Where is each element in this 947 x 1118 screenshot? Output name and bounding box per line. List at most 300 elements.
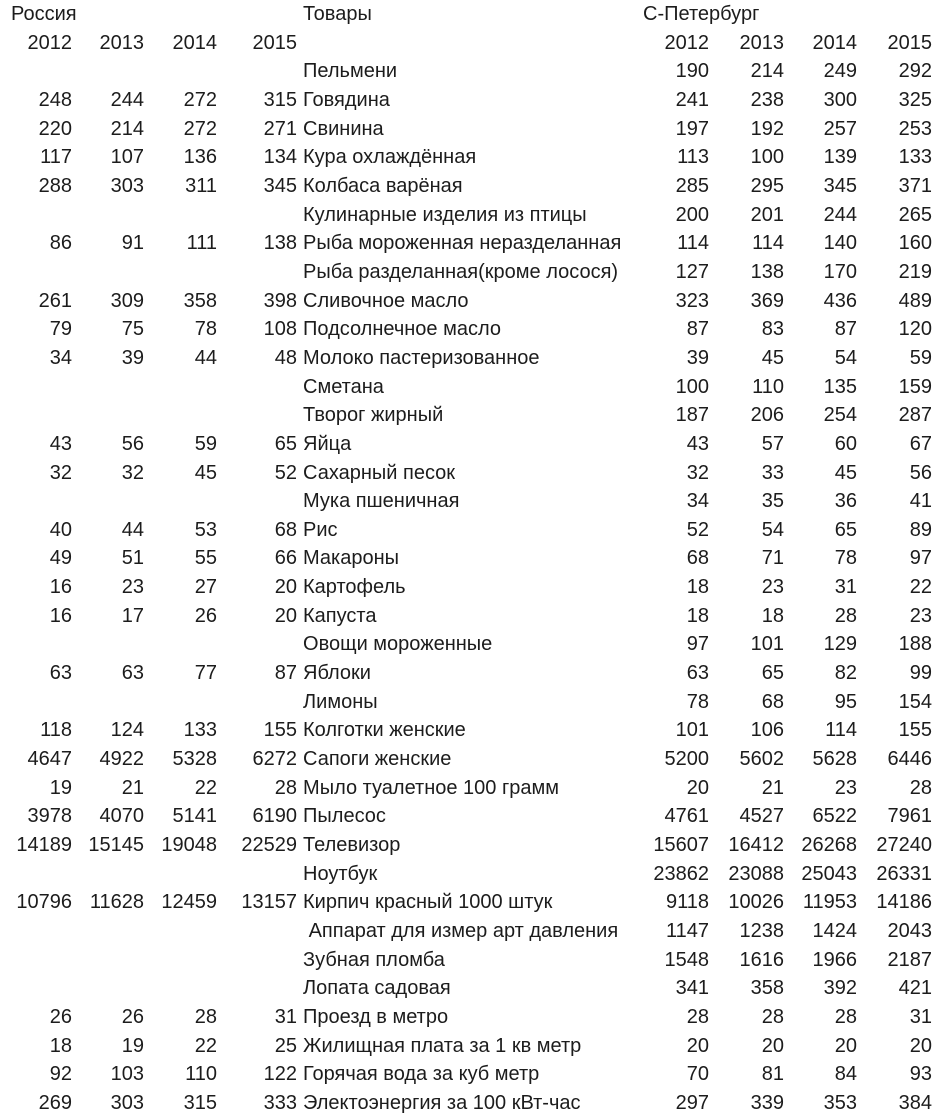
spb-value-cell: 110 (752, 375, 785, 398)
russia-value-cell: 25 (274, 1034, 298, 1057)
spb-value-cell: 54 (834, 346, 858, 369)
russia-value-cell (0, 57, 75, 86)
spb-value-cell: 23862 (653, 862, 710, 885)
product-name-cell: Говядина (303, 88, 390, 111)
spb-value-cell: 65 (761, 662, 785, 685)
russia-value-cell (147, 201, 220, 230)
russia-value-cell: 272 (183, 88, 217, 111)
table-row (0, 946, 947, 975)
spb-value-cell: 219 (898, 260, 933, 283)
spb-value-cell: 139 (823, 146, 858, 169)
russia-value-cell (75, 630, 147, 659)
russia-value-cell: 12459 (161, 891, 217, 914)
spb-value-cell: 436 (823, 289, 858, 312)
spb-value-cell: 2043 (887, 920, 933, 942)
spb-value-cell: 35 (761, 490, 785, 513)
table-row (0, 516, 947, 545)
russia-value-cell: 303 (110, 1091, 144, 1114)
product-name-cell: Рис (303, 518, 338, 541)
spb-value-cell: 129 (823, 633, 858, 656)
table-row (0, 401, 947, 430)
table-row (0, 774, 947, 803)
russia-value-cell (220, 946, 300, 975)
russia-value-cell (0, 917, 75, 946)
region-label-spb: С-Петербург (643, 3, 760, 25)
russia-value-cell (147, 487, 220, 516)
spb-value-cell: 1238 (739, 920, 785, 942)
russia-value-cell (75, 373, 147, 402)
spb-value-cell: 1548 (664, 948, 710, 971)
russia-value-cell: 79 (49, 318, 72, 341)
russia-value-cell: 53 (194, 518, 217, 541)
russia-value-cell: 49 (49, 547, 72, 570)
russia-value-cell: 22 (194, 776, 217, 799)
russia-value-cell (0, 401, 75, 430)
spb-value-cell: 323 (675, 289, 710, 312)
spb-value-cell: 23 (909, 604, 933, 627)
russia-value-cell: 118 (40, 719, 72, 742)
spb-value-cell: 16412 (728, 834, 785, 857)
spb-value-cell: 10026 (728, 891, 785, 914)
russia-value-cell: 19048 (161, 834, 217, 857)
product-name-cell: Ноутбук (303, 862, 378, 885)
russia-value-cell: 51 (121, 547, 144, 570)
product-name-cell: Пылесос (303, 805, 386, 828)
russia-value-cell: 122 (263, 1063, 298, 1086)
table-row (0, 115, 947, 144)
spb-value-cell: 358 (750, 977, 785, 1000)
russia-value-cell: 44 (194, 346, 217, 369)
products-column-header: Товары (303, 3, 372, 25)
product-name-cell: Проезд в метро (303, 1005, 449, 1028)
russia-value-cell: 43 (49, 432, 72, 455)
spb-year-header: 2013 (739, 31, 785, 54)
product-name-cell: Сметана (303, 375, 384, 398)
spb-value-cell: 101 (675, 719, 710, 742)
spb-value-cell: 187 (675, 404, 710, 427)
spb-value-cell: 253 (898, 117, 933, 140)
product-name-cell: Яблоки (303, 662, 371, 685)
table-row (0, 716, 947, 745)
spb-value-cell: 1424 (812, 920, 858, 942)
table-row (0, 229, 947, 258)
russia-value-cell: 59 (194, 432, 217, 455)
russia-value-cell (220, 917, 300, 946)
russia-value-cell: 44 (121, 518, 144, 541)
spb-value-cell: 127 (675, 260, 710, 283)
spb-value-cell: 9118 (666, 891, 710, 914)
russia-value-cell (0, 258, 75, 287)
spb-value-cell: 138 (750, 260, 785, 283)
spb-value-cell: 20 (761, 1034, 785, 1057)
product-name-cell: Макароны (303, 547, 400, 570)
russia-value-cell: 27 (194, 576, 217, 599)
russia-value-cell: 68 (274, 518, 298, 541)
russia-value-cell: 16 (49, 576, 72, 599)
spb-value-cell: 22 (909, 576, 933, 599)
spb-value-cell: 87 (834, 318, 858, 341)
russia-value-cell (75, 946, 147, 975)
russia-value-cell (0, 688, 75, 717)
spb-value-cell: 97 (909, 547, 933, 570)
russia-value-cell (0, 373, 75, 402)
spb-value-cell: 197 (675, 117, 710, 140)
spb-year-header: 2015 (887, 31, 933, 54)
russia-value-cell (220, 688, 300, 717)
russia-value-cell (75, 974, 147, 1003)
russia-value-cell: 28 (194, 1005, 217, 1028)
spb-value-cell: 135 (823, 375, 858, 398)
russia-value-cell: 3978 (27, 805, 72, 828)
table-row (0, 602, 947, 631)
spb-value-cell: 36 (834, 490, 858, 513)
russia-value-cell (147, 373, 220, 402)
russia-value-cell: 26 (194, 604, 217, 627)
spb-value-cell: 5200 (664, 748, 710, 771)
spb-value-cell: 241 (675, 88, 710, 111)
spb-value-cell: 6446 (887, 748, 933, 771)
russia-value-cell: 117 (40, 146, 72, 169)
russia-value-cell: 66 (274, 547, 298, 570)
russia-year-header: 2015 (252, 31, 298, 54)
table-row (0, 172, 947, 201)
spb-value-cell: 43 (686, 432, 710, 455)
russia-value-cell: 303 (110, 174, 144, 197)
spb-value-cell: 345 (823, 174, 858, 197)
spb-value-cell: 68 (686, 547, 710, 570)
spb-value-cell: 353 (823, 1091, 858, 1114)
russia-value-cell: 398 (263, 289, 298, 312)
russia-value-cell: 39 (121, 346, 144, 369)
russia-value-cell: 244 (110, 88, 144, 111)
russia-value-cell: 272 (183, 117, 217, 140)
russia-value-cell: 19 (121, 1034, 144, 1057)
spb-value-cell: 238 (750, 88, 785, 111)
russia-value-cell (0, 946, 75, 975)
spb-value-cell: 21 (761, 776, 785, 799)
spb-value-cell: 70 (686, 1063, 710, 1086)
table-row (0, 487, 947, 516)
spb-value-cell: 68 (761, 690, 785, 713)
product-name-cell: Рыба разделанная(кроме лосося) (303, 260, 619, 283)
product-name-cell: Молоко пастеризованное (303, 346, 540, 369)
russia-value-cell (75, 201, 147, 230)
table-row (0, 888, 947, 917)
product-name-cell: Рыба мороженная неразделанная (303, 232, 622, 255)
region-header-row (0, 0, 947, 29)
spb-value-cell: 84 (834, 1063, 858, 1086)
russia-value-cell (75, 401, 147, 430)
table-row (0, 258, 947, 287)
table-row (0, 630, 947, 659)
russia-value-cell: 288 (38, 174, 72, 197)
russia-value-cell (220, 487, 300, 516)
russia-value-cell: 15145 (88, 834, 144, 857)
russia-year-header: 2014 (172, 31, 217, 54)
russia-value-cell (75, 917, 147, 946)
russia-value-cell: 55 (194, 547, 217, 570)
russia-year-header: 2013 (99, 31, 144, 54)
spb-value-cell: 26268 (801, 834, 858, 857)
product-name-cell: Телевизор (303, 834, 401, 857)
table-row (0, 1089, 947, 1118)
table-row (0, 373, 947, 402)
russia-value-cell: 52 (274, 461, 298, 484)
table-row (0, 573, 947, 602)
spb-value-cell: 300 (823, 88, 858, 111)
russia-value-cell (220, 373, 300, 402)
spb-value-cell: 28 (909, 776, 933, 799)
table-body (0, 57, 947, 1117)
spb-value-cell: 325 (898, 88, 933, 111)
table-row (0, 143, 947, 172)
product-name-cell: Жилищная плата за 1 кв метр (303, 1034, 582, 1057)
spb-value-cell: 18 (686, 576, 710, 599)
russia-value-cell (75, 688, 147, 717)
product-name-cell: Картофель (303, 576, 406, 599)
table-row (0, 1060, 947, 1089)
russia-value-cell: 11628 (89, 891, 144, 914)
russia-value-cell (0, 201, 75, 230)
spb-value-cell: 5628 (812, 748, 858, 771)
spb-value-cell: 28 (686, 1005, 710, 1028)
spb-value-cell: 341 (675, 977, 710, 1000)
russia-value-cell (220, 630, 300, 659)
spb-value-cell: 45 (761, 346, 785, 369)
russia-value-cell: 358 (183, 289, 217, 312)
spb-value-cell: 170 (823, 260, 858, 283)
russia-value-cell: 111 (186, 232, 217, 255)
spb-value-cell: 133 (898, 146, 933, 169)
russia-value-cell: 315 (183, 1091, 217, 1114)
product-name-cell: Лопата садовая (303, 977, 451, 1000)
product-name-cell: Кулинарные изделия из птицы (303, 203, 587, 226)
russia-value-cell: 4070 (99, 805, 144, 828)
product-name-cell: Колготки женские (303, 719, 466, 742)
spb-value-cell: 392 (823, 977, 858, 1000)
table-row (0, 315, 947, 344)
spb-value-cell: 20 (909, 1034, 933, 1057)
products-header-spacer (300, 29, 634, 58)
spb-value-cell: 4527 (739, 805, 785, 828)
spb-value-cell: 297 (675, 1091, 710, 1114)
spb-value-cell: 114 (752, 232, 785, 255)
spb-value-cell: 20 (834, 1034, 858, 1057)
product-name-cell: Лимоны (303, 690, 378, 713)
table-row (0, 86, 947, 115)
spb-value-cell: 214 (750, 60, 785, 83)
spb-value-cell: 192 (750, 117, 785, 140)
spb-value-cell: 89 (909, 518, 933, 541)
russia-value-cell: 10796 (16, 891, 72, 914)
russia-value-cell (147, 974, 220, 1003)
product-name-cell: Аппарат для измер арт давления (303, 920, 619, 942)
spb-value-cell: 295 (750, 174, 785, 197)
spb-value-cell: 257 (823, 117, 858, 140)
spb-value-cell: 28 (761, 1005, 785, 1028)
russia-value-cell: 4922 (99, 748, 144, 771)
russia-value-cell: 261 (38, 289, 72, 312)
russia-value-cell: 23 (121, 576, 144, 599)
spb-value-cell: 45 (834, 461, 858, 484)
product-name-cell: Горячая вода за куб метр (303, 1063, 540, 1086)
russia-value-cell: 26 (121, 1005, 144, 1028)
spb-value-cell: 31 (909, 1005, 933, 1028)
russia-value-cell: 5141 (172, 805, 217, 828)
table-row (0, 459, 947, 488)
spb-value-cell: 31 (834, 576, 858, 599)
russia-value-cell: 32 (121, 461, 144, 484)
russia-value-cell: 5328 (172, 748, 217, 771)
spb-value-cell: 244 (823, 203, 858, 226)
russia-value-cell: 17 (121, 604, 144, 627)
product-name-cell: Зубная пломба (303, 948, 445, 971)
russia-value-cell: 92 (49, 1063, 72, 1086)
russia-value-cell: 77 (194, 662, 217, 685)
spb-value-cell: 1147 (666, 920, 710, 942)
product-name-cell: Капуста (303, 604, 377, 627)
spb-year-header: 2014 (812, 31, 858, 54)
spb-value-cell: 159 (898, 375, 933, 398)
spb-value-cell: 190 (675, 60, 710, 83)
spb-value-cell: 57 (761, 432, 785, 455)
product-name-cell: Сахарный песок (303, 461, 456, 484)
russia-value-cell (220, 258, 300, 287)
russia-value-cell: 271 (263, 117, 298, 140)
product-name-cell: Кура охлаждённая (303, 146, 477, 169)
spb-value-cell: 489 (898, 289, 933, 312)
spb-value-cell: 52 (686, 518, 710, 541)
russia-value-cell: 269 (38, 1091, 72, 1114)
spb-value-cell: 34 (686, 490, 710, 513)
russia-value-cell: 31 (274, 1005, 298, 1028)
russia-value-cell: 6272 (252, 748, 298, 771)
spb-value-cell: 41 (909, 490, 933, 513)
spb-value-cell: 155 (898, 719, 933, 742)
spb-value-cell: 11953 (802, 891, 858, 914)
russia-value-cell (0, 630, 75, 659)
russia-value-cell: 133 (183, 719, 217, 742)
russia-value-cell (220, 974, 300, 1003)
russia-value-cell: 6190 (252, 805, 298, 828)
spb-value-cell: 99 (909, 662, 933, 685)
russia-value-cell: 333 (263, 1091, 298, 1114)
product-name-cell: Мыло туалетное 100 грамм (303, 776, 560, 799)
russia-value-cell: 13157 (241, 891, 298, 914)
product-name-cell: Яйца (303, 432, 352, 455)
spb-value-cell: 23 (834, 776, 858, 799)
spb-value-cell: 7961 (887, 805, 933, 828)
russia-value-cell (220, 860, 300, 889)
table-row (0, 802, 947, 831)
spb-value-cell: 83 (761, 318, 785, 341)
russia-value-cell: 48 (274, 346, 298, 369)
russia-value-cell (75, 860, 147, 889)
russia-value-cell (147, 917, 220, 946)
spb-value-cell: 26331 (876, 862, 933, 885)
spb-value-cell: 27240 (876, 834, 933, 857)
table-row (0, 57, 947, 86)
spb-value-cell: 421 (898, 977, 933, 1000)
table-row (0, 659, 947, 688)
russia-value-cell: 124 (110, 719, 144, 742)
table-row (0, 974, 947, 1003)
spb-value-cell: 20 (686, 776, 710, 799)
spb-value-cell: 384 (898, 1091, 933, 1114)
spb-value-cell: 82 (834, 662, 858, 685)
spb-value-cell: 1616 (739, 948, 785, 971)
spb-value-cell: 65 (834, 518, 858, 541)
spb-value-cell: 56 (909, 461, 933, 484)
russia-value-cell: 56 (121, 432, 144, 455)
spb-value-cell: 81 (761, 1063, 785, 1086)
product-name-cell: Колбаса варёная (303, 174, 463, 197)
spb-value-cell: 101 (750, 633, 785, 656)
spb-value-cell: 114 (825, 719, 858, 742)
spb-value-cell: 39 (686, 346, 710, 369)
russia-value-cell: 63 (49, 662, 72, 685)
spb-value-cell: 4761 (664, 805, 710, 828)
russia-value-cell (147, 688, 220, 717)
table-row (0, 1032, 947, 1061)
russia-value-cell: 22529 (241, 834, 298, 857)
russia-value-cell: 110 (185, 1063, 217, 1086)
russia-value-cell: 309 (110, 289, 144, 312)
russia-value-cell: 87 (274, 662, 298, 685)
product-name-cell: Электоэнергия за 100 кВт-час (303, 1091, 581, 1114)
russia-value-cell (220, 201, 300, 230)
russia-value-cell: 14189 (16, 834, 72, 857)
product-name-cell: Свинина (303, 117, 384, 140)
table-row (0, 544, 947, 573)
spb-value-cell: 63 (686, 662, 710, 685)
russia-value-cell: 34 (49, 346, 72, 369)
russia-value-cell: 103 (110, 1063, 144, 1086)
year-header-row (0, 29, 947, 58)
product-name-cell: Овощи мороженные (303, 633, 493, 656)
russia-value-cell (75, 258, 147, 287)
spb-value-cell: 5602 (739, 748, 785, 771)
spb-value-cell: 106 (750, 719, 785, 742)
table-row (0, 831, 947, 860)
table-row (0, 287, 947, 316)
spb-value-cell: 285 (675, 174, 710, 197)
russia-value-cell: 63 (121, 662, 144, 685)
table-row (0, 344, 947, 373)
product-name-cell: Сливочное масло (303, 289, 469, 312)
spb-value-cell: 140 (823, 232, 858, 255)
spb-value-cell: 18 (686, 604, 710, 627)
spb-value-cell: 20 (686, 1034, 710, 1057)
table-row (0, 430, 947, 459)
spb-value-cell: 54 (761, 518, 785, 541)
spb-value-cell: 60 (834, 432, 858, 455)
spb-value-cell: 188 (898, 633, 933, 656)
russia-value-cell (220, 401, 300, 430)
russia-value-cell (147, 860, 220, 889)
spb-value-cell: 287 (898, 404, 933, 427)
spb-value-cell: 32 (686, 461, 710, 484)
russia-value-cell (75, 487, 147, 516)
spb-value-cell: 200 (675, 203, 710, 226)
spb-value-cell: 254 (823, 404, 858, 427)
russia-value-cell (0, 487, 75, 516)
spb-value-cell: 28 (834, 1005, 858, 1028)
table-row (0, 917, 947, 946)
product-name-cell: Пельмени (303, 60, 398, 83)
product-name-cell: Сапоги женские (303, 748, 452, 771)
spb-value-cell: 371 (898, 174, 933, 197)
